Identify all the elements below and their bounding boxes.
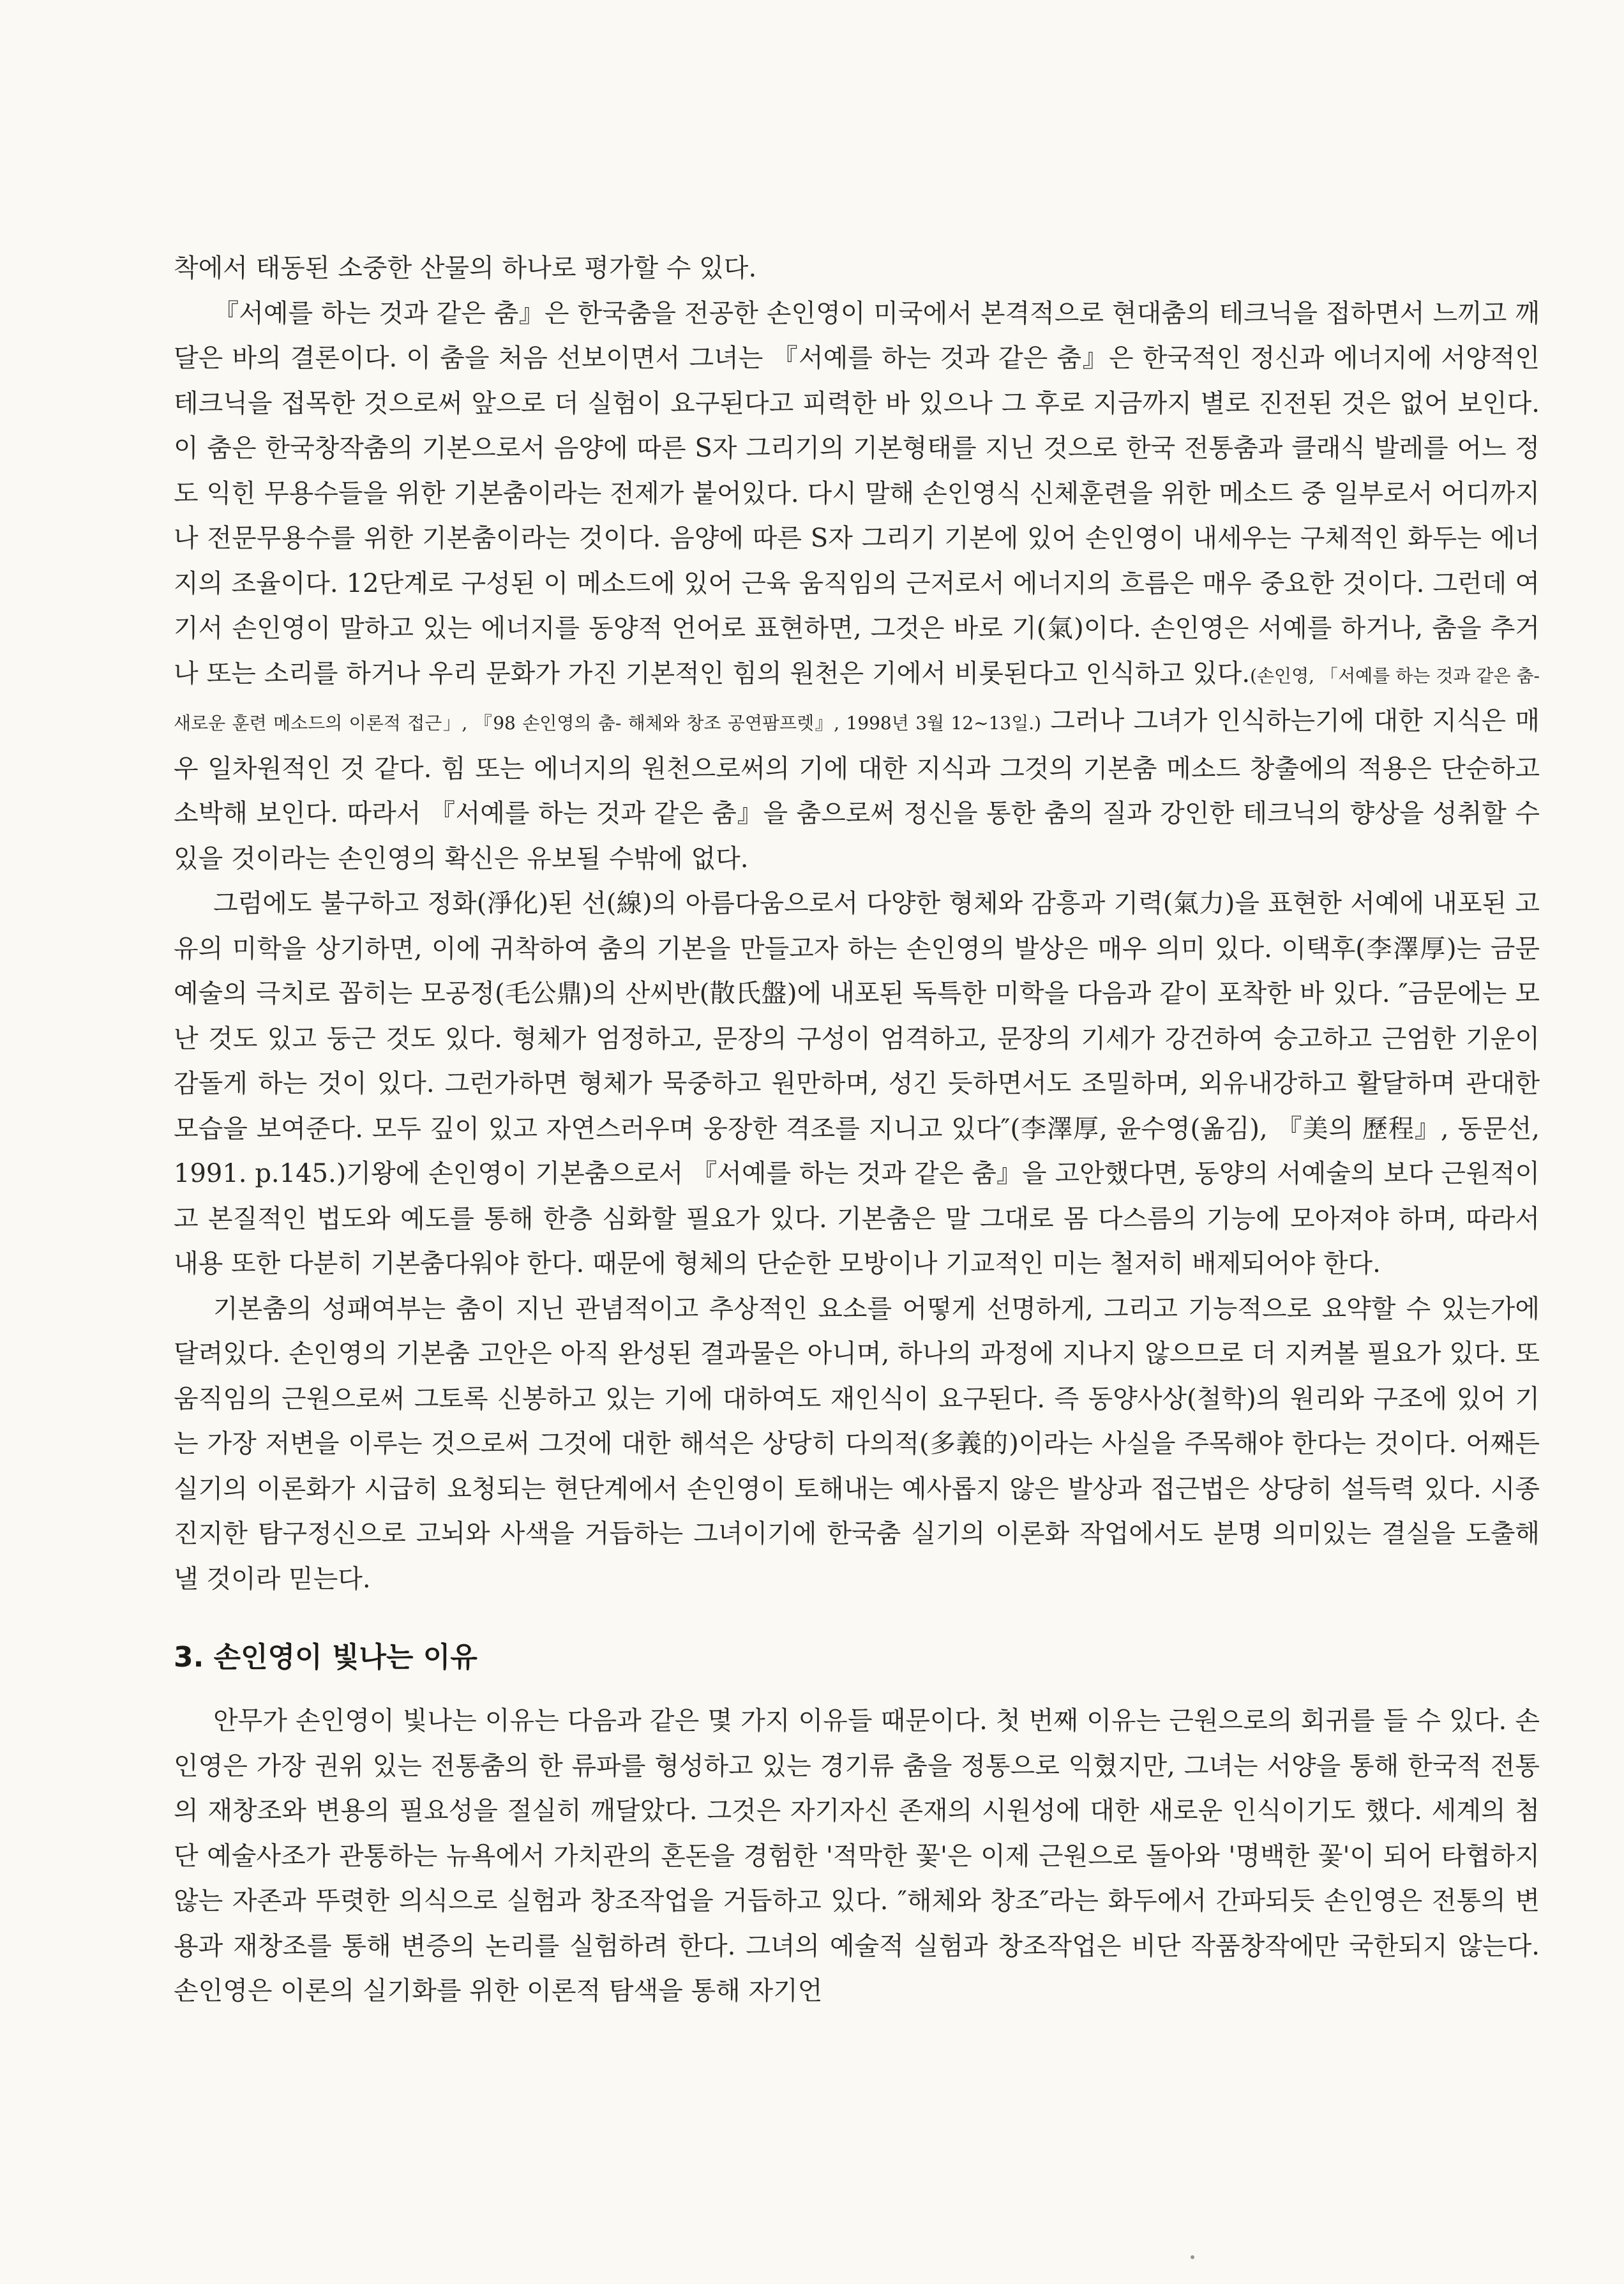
paragraph-text: 『서예를 하는 것과 같은 춤』은 한국춤을 전공한 손인영이 미국에서 본격적으로 현대춤의 테크닉을 접하면서 느끼고 깨달은 바의 결론이다. 이 춤을 처음 선보이면서 그녀는 『서예를 하는 것과 같은 춤』은 한국적인 정신과 에너지에 서양적인 테크닉을 접목한 것으로써 앞으로 더 실험이 요구된다고 피력한 바 있으나 그 후로 지금까지 별로 진전된 것은 없어 보인다. 이 춤은 한국창작춤의 기본으로서 음양에 따른 S자 그리기의 기본형태를 지닌 것으로 한국 전통춤과 클래식 발레를 어느 정도 익힌 무용수들을 위한 기본춤이라는 전제가 붙어있다. 다시 말해 손인영식 신체훈련을 위한 메소드 중 일부로서 어디까지나 전문무용수를 위한 기본춤이라는 것이다. 음양에 따른 S자 그리기 기본에 있어 손인영이 내세우는 구체적인 화두는 에너지의 조율이다. 12단계로 구성된 이 메소드에 있어 근육 움직임의 근저로서 에너지의 흐름은 매우 중요한 것이다. 그런데 여기서 손인영이 말하고 있는 에너지를 동양적 언어로 표현하면, 그것은 바로 기(氣)이다. 손인영은 서예를 하거나, 춤을 추거나 또는 소리를 하거나 우리 문화가 가진 기본적인 힘의 원천은 기에서 비롯된다고 인식하고 있다.	[174, 298, 1540, 688]
article-body	[174, 246, 1540, 2014]
paragraph-calligraphy-dance	[174, 291, 1540, 882]
section-heading: 3. 손인영이 빛나는 이유	[174, 1641, 477, 1674]
paragraph-continued: 착에서 태동된 소중한 산물의 하나로 평가할 수 있다.	[174, 253, 757, 283]
citation: (손인영, 「서예를 하는 것과 같은 춤-새로운 훈련 메소드의 이론적 접근」, 『98 손인영의 춤- 해체와 창조 공연팜프렛』, 1998년 3월 12~13일.)	[174, 665, 1540, 734]
paragraph-text: 그러나 그녀가 인식하는기에 대한 지식은 매우 일차원적인 것 같다. 힘 또는 에너지의 원천으로써의 기에 대한 지식과 그것의 기본춤 메소드 창출에의 적용은 단순하고 소박해 보인다. 따라서 『서예를 하는 것과 같은 춤』을 춤으로써 정신을 통한 춤의 질과 강인한 테크닉의 향상을 성취할 수 있을 것이라는 손인영의 확신은 유보될 수밖에 없다.	[174, 706, 1540, 874]
paragraph-reasons: 안무가 손인영이 빛나는 이유는 다음과 같은 몇 가지 이유들 때문이다. 첫 번째 이유는 근원으로의 회귀를 들 수 있다. 손인영은 가장 권위 있는 전통춤의 한 류파를 형성하고 있는 경기류 춤을 정통으로 익혔지만, 그녀는 서양을 통해 한국적 전통의 재창조와 변용의 필요성을 절실히 깨달았다. 그것은 자기자신 존재의 시원성에 대한 새로운 인식이기도 했다. 세계의 첨단 예술사조가 관통하는 뉴욕에서 가치관의 혼돈을 경험한 '적막한 꽃'은 이제 근원으로 돌아와 '명백한 꽃'이 되어 타협하지 않는 자존과 뚜렷한 의식으로 실험과 창조작업을 거듭하고 있다. ″해체와 창조″라는 화두에서 간파되듯 손인영은 전통의 변용과 재창조를 통해 변증의 논리를 실험하려 한다. 그녀의 예술적 실험과 창조작업은 비단 작품창작에만 국한되지 않는다. 손인영은 이론의 실기화를 위한 이론적 탐색을 통해 자기언	[174, 1706, 1540, 2006]
paragraph-basic-dance: 기본춤의 성패여부는 춤이 지닌 관념적이고 추상적인 요소를 어떻게 선명하게, 그리고 기능적으로 요약할 수 있는가에 달려있다. 손인영의 기본춤 고안은 아직 완성된 결과물은 아니며, 하나의 과정에 지나지 않으므로 더 지켜볼 필요가 있다. 또 움직임의 근원으로써 그토록 신봉하고 있는 기에 대하여도 재인식이 요구된다. 즉 동양사상(철학)의 원리와 구조에 있어 기는 가장 저변을 이루는 것으로써 그것에 대한 해석은 상당히 다의적(多義的)이라는 사실을 주목해야 한다는 것이다. 어째든 실기의 이론화가 시급히 요청되는 현단계에서 손인영이 토해내는 예사롭지 않은 발상과 접근법은 상당히 설득력 있다. 시종 진지한 탐구정신으로 고뇌와 사색을 거듭하는 그녀이기에 한국춤 실기의 이론화 작업에서도 분명 의미있는 결실을 도출해 낼 것이라 믿는다.	[174, 1294, 1540, 1594]
paragraph-aesthetics: 그럼에도 불구하고 정화(淨化)된 선(線)의 아름다움으로서 다양한 형체와 감흥과 기력(氣力)을 표현한 서예에 내포된 고유의 미학을 상기하면, 이에 귀착하여 춤의 기본을 만들고자 하는 손인영의 발상은 매우 의미 있다. 이택후(李澤厚)는 금문예술의 극치로 꼽히는 모공정(毛公鼎)의 산씨반(散氏盤)에 내포된 독특한 미학을 다음과 같이 포착한 바 있다. ″금문에는 모난 것도 있고 둥근 것도 있다. 형체가 엄정하고, 문장의 구성이 엄격하고, 문장의 기세가 강건하여 숭고하고 근엄한 기운이 감돌게 하는 것이 있다. 그런가하면 형체가 묵중하고 원만하며, 성긴 듯하면서도 조밀하며, 외유내강하고 활달하며 관대한 모습을 보여준다. 모두 깊이 있고 자연스러우며 웅장한 격조를 지니고 있다″(李澤厚, 윤수영(옮김), 『美의 歷程』, 동문선, 1991. p.145.)기왕에 손인영이 기본춤으로서 『서예를 하는 것과 같은 춤』을 고안했다면, 동양의 서예술의 보다 근원적이고 본질적인 법도와 예도를 통해 한층 심화할 필요가 있다. 기본춤은 말 그대로 몸 다스름의 기능에 모아져야 하며, 따라서 내용 또한 다분히 기본춤다워야 한다. 때문에 형체의 단순한 모방이나 기교적인 미는 철저히 배제되어야 한다.	[174, 889, 1540, 1278]
page-mark	[1191, 2255, 1194, 2259]
